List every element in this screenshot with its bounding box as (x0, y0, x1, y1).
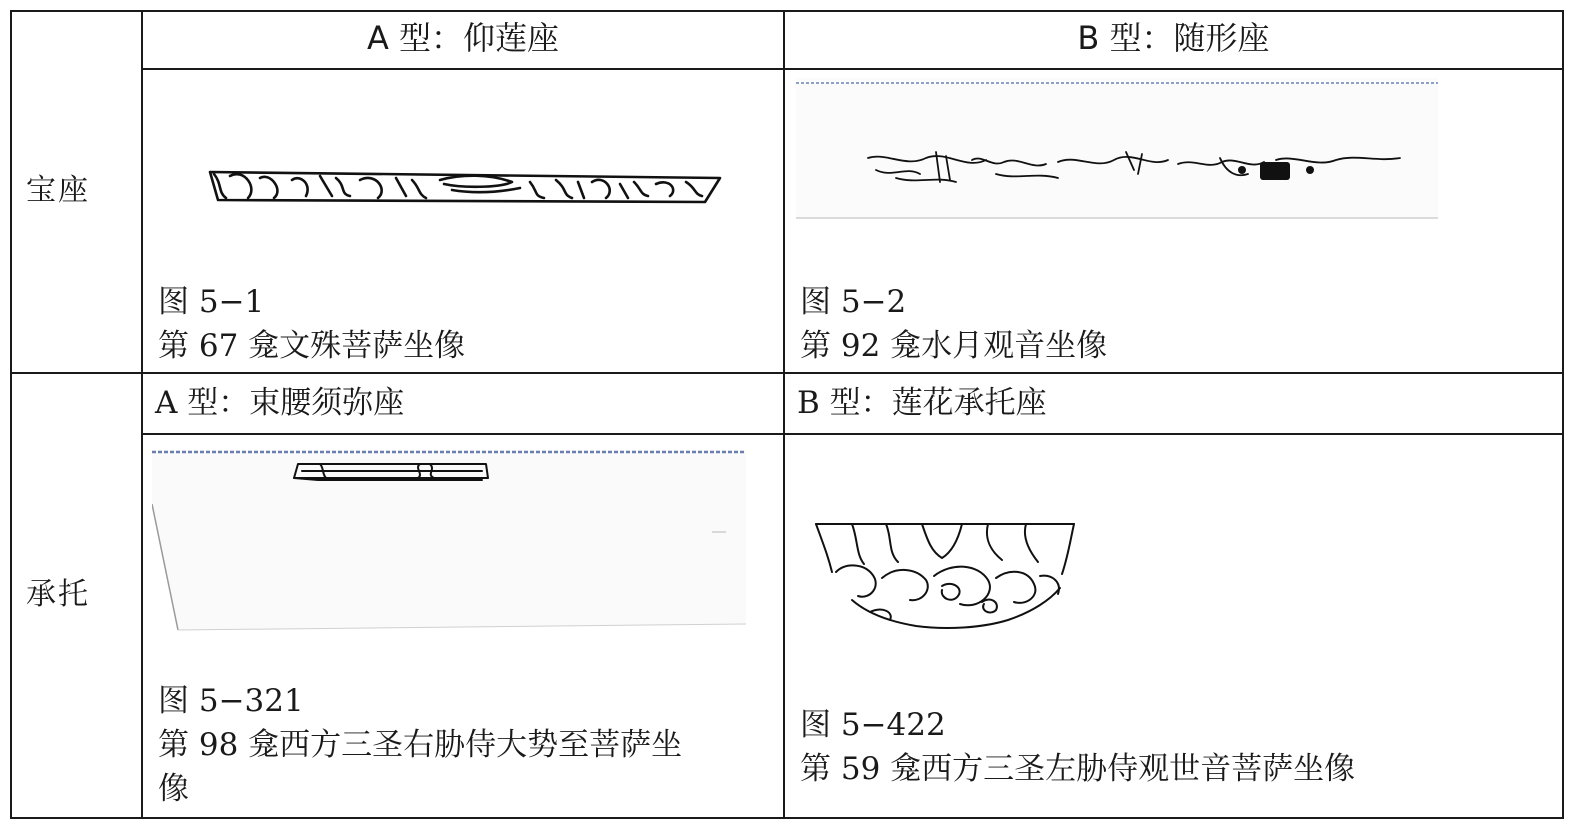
figure-5-1-number: 图 5−1 (158, 284, 265, 320)
rule-label-col (141, 10, 143, 819)
rule-top (10, 10, 1564, 12)
contour-throne-drawing-icon (796, 78, 1438, 258)
row-label-throne: 宝座 (26, 173, 90, 208)
figure-5-2-number: 图 5−2 (800, 284, 907, 320)
rule-right (1562, 10, 1564, 819)
header-type-a: A 型：仰莲座 (366, 19, 560, 57)
sumeru-base-drawing-icon (152, 444, 748, 658)
header-type-b: B 型：随形座 (1077, 19, 1270, 57)
figure-5-422-number: 图 5−422 (800, 707, 946, 743)
figure-5-2-caption: 第 92 龛水月观音坐像 (800, 328, 1108, 364)
subheader-type-b: B 型：莲花承托座 (797, 385, 1047, 421)
rule-row-divider (10, 372, 1564, 374)
lotus-support-drawing-icon (812, 516, 1078, 632)
figure-5-321-caption-line1: 第 98 龛西方三圣右胁侍大势至菩萨坐 (158, 727, 683, 763)
subheader-type-a: A 型：束腰须弥座 (155, 385, 405, 421)
figure-5-321-number: 图 5−321 (158, 683, 304, 719)
figure-5-321-caption-line2: 像 (158, 771, 189, 807)
rule-mid-col (783, 10, 785, 819)
rule-header-bottom (142, 68, 1564, 70)
rule-subheader-bottom (142, 433, 1564, 435)
row-label-support: 承托 (26, 577, 90, 612)
rule-left (10, 10, 12, 819)
figure-5-422-caption: 第 59 龛西方三圣左胁侍观世音菩萨坐像 (800, 751, 1356, 787)
lotus-throne-drawing-icon (200, 160, 730, 214)
rule-bottom (10, 817, 1564, 819)
figure-5-1-caption: 第 67 龛文殊菩萨坐像 (158, 328, 466, 364)
